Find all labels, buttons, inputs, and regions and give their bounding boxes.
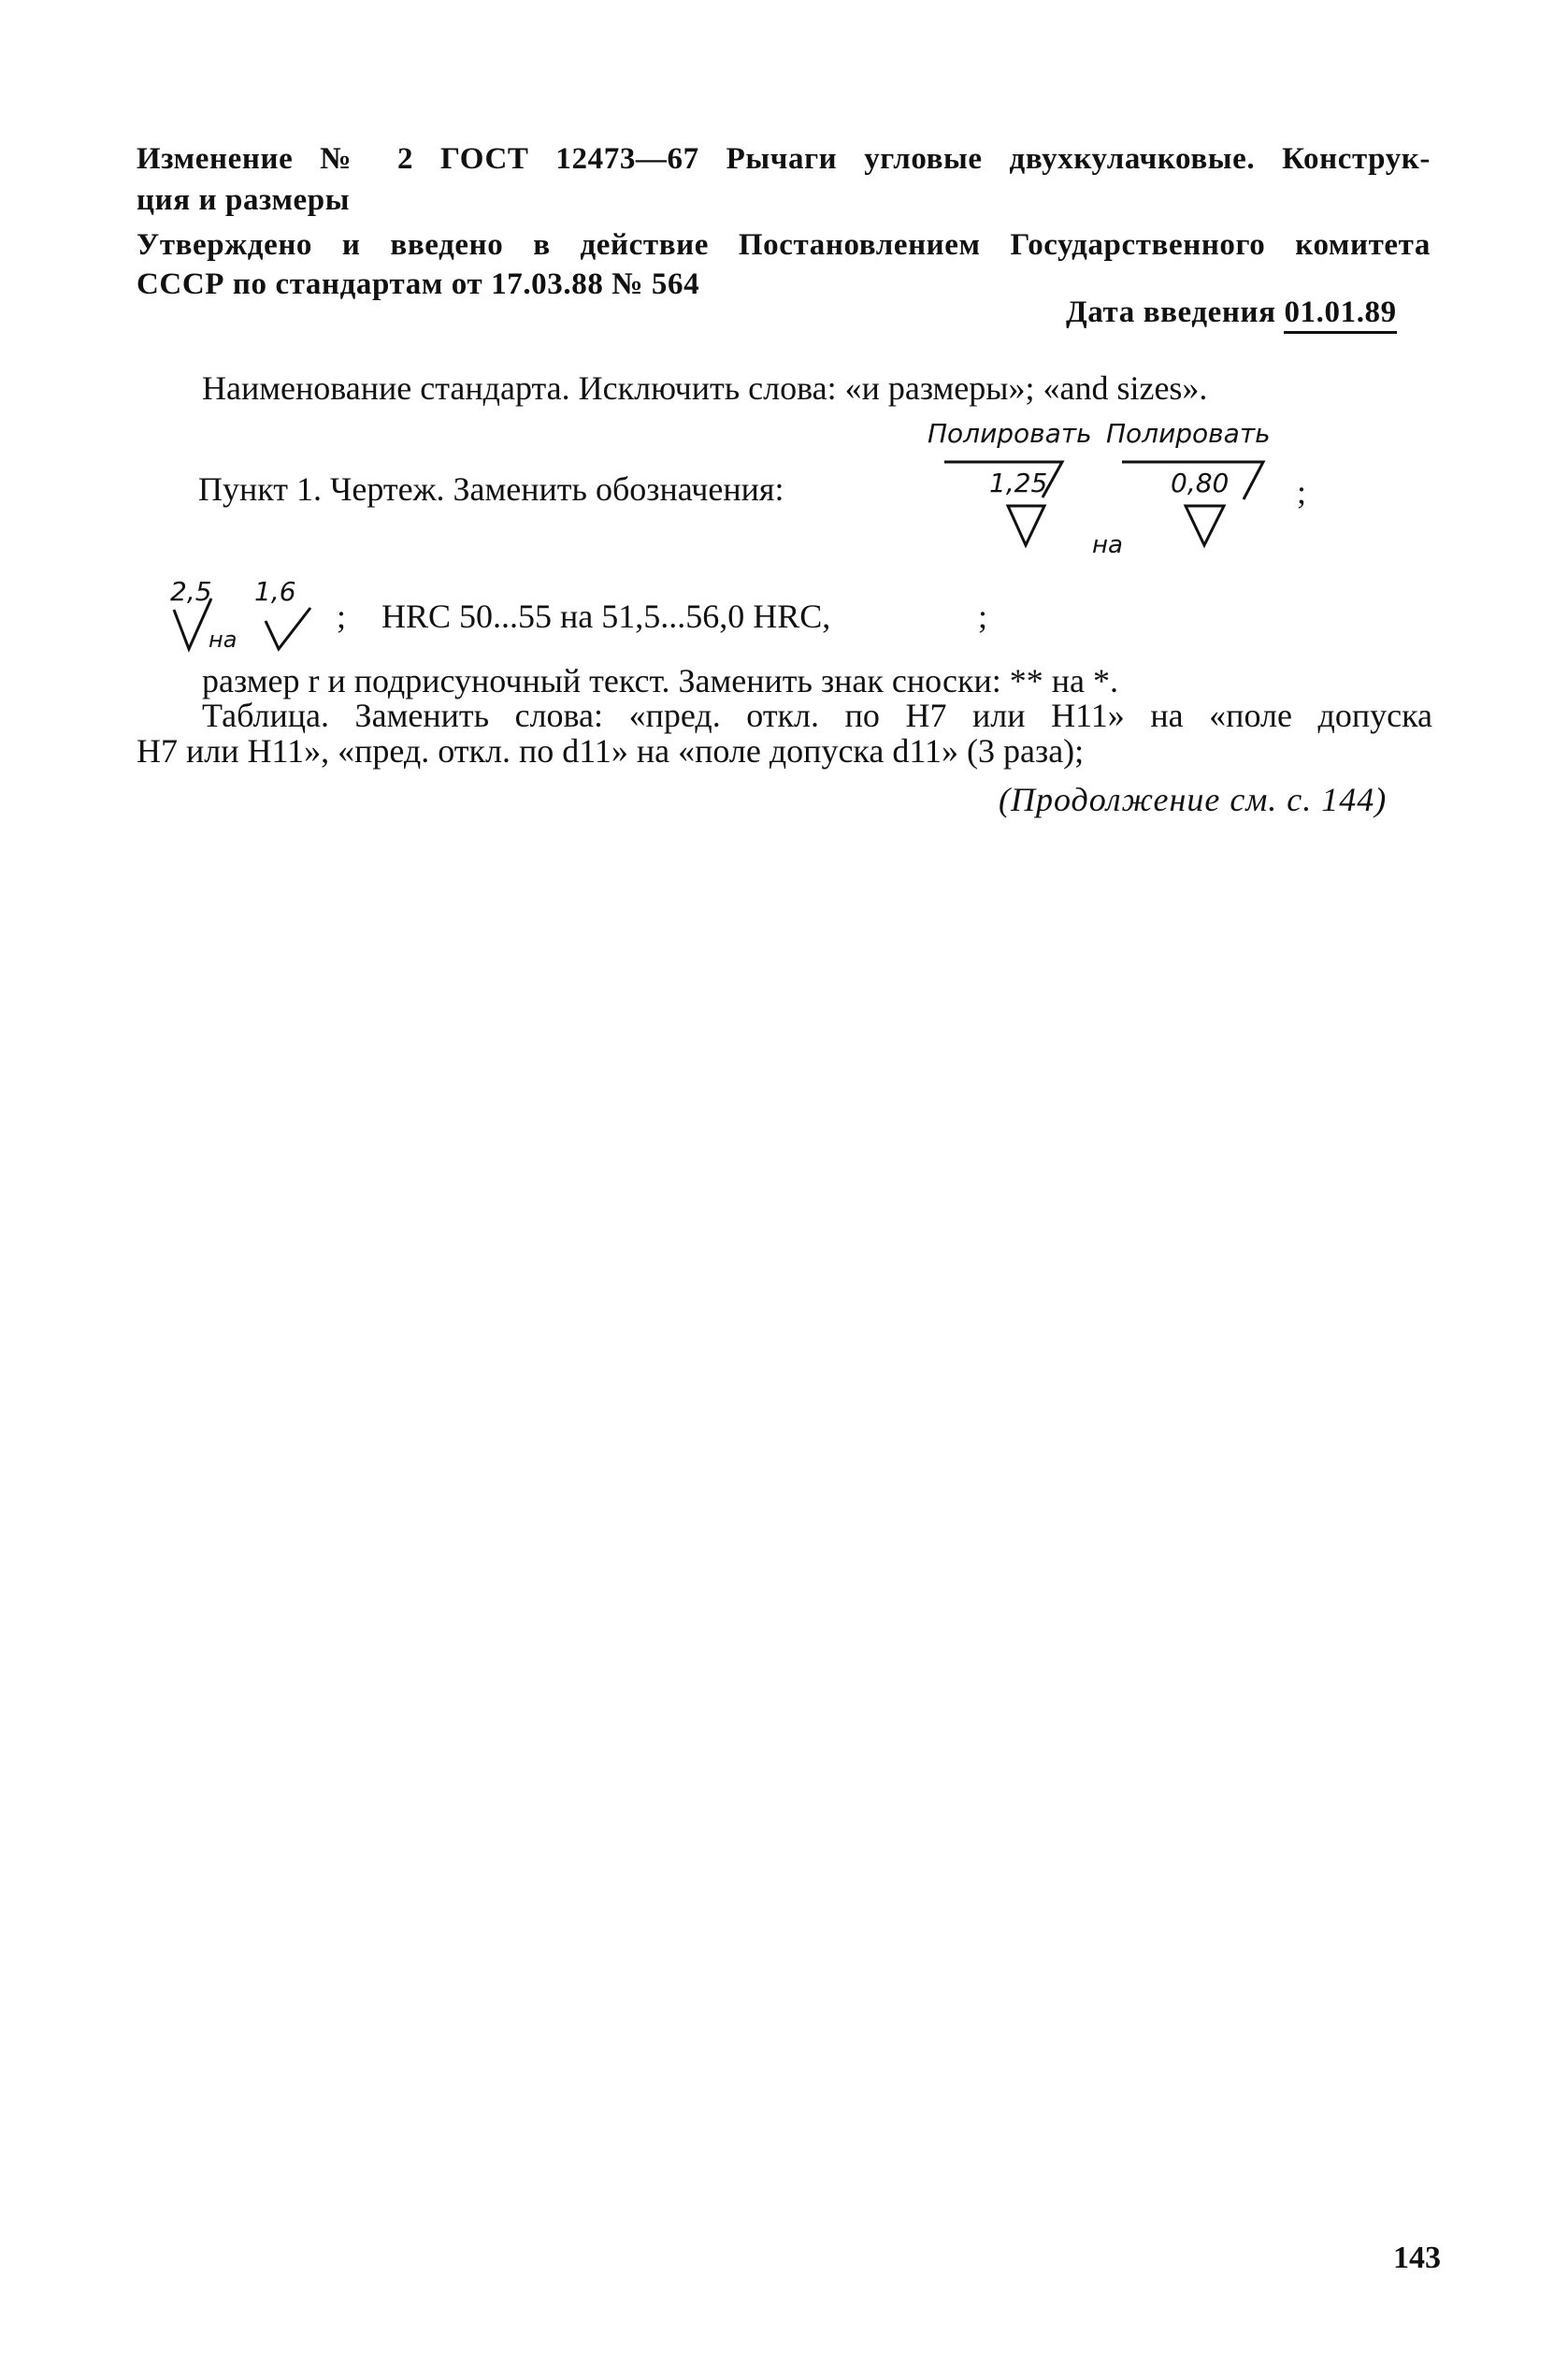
paragraph-point-1: Пункт 1. Чертеж. Заменить обозначения: bbox=[198, 470, 784, 508]
paragraph-standard-name: Наименование стандарта. Исключить слова: «и размеры»; «and sizes». bbox=[202, 369, 1208, 407]
page-number: 143 bbox=[1393, 2241, 1441, 2275]
approval-line2: СССР по стандартам от 17.03.88 № 564 bbox=[137, 267, 700, 301]
symbol2-value: 0,80 bbox=[1171, 468, 1230, 498]
semicolon-3: ; bbox=[978, 598, 988, 635]
amendment-title-line1: Изменение № 2 ГОСТ 12473—67 Рычаги угловые двухкулачковые. Конструк- bbox=[137, 142, 1431, 176]
roughness-new-value: 1,6 bbox=[254, 576, 296, 607]
semicolon-1: ; bbox=[1297, 473, 1307, 511]
symbol2-label: Полировать bbox=[1106, 418, 1271, 449]
continuation-note: (Продолжение см. с. 144) bbox=[999, 781, 1388, 818]
semicolon-2: ; bbox=[337, 598, 347, 635]
amendment-title-line2: ция и размеры bbox=[137, 183, 351, 217]
paragraph-size-r: размер r и подрисуночный текст. Заменить знак сноски: ** на *. bbox=[202, 662, 1119, 699]
effective-date-label: Дата введения bbox=[1066, 296, 1276, 329]
approval-line1: Утверждено и введено в действие Постановлением Государственного комитета bbox=[137, 228, 1431, 262]
na-word-1: на bbox=[1092, 531, 1123, 559]
symbol1-label: Полировать bbox=[928, 418, 1092, 449]
symbol1-value: 1,25 bbox=[989, 468, 1048, 498]
na-word-2: на bbox=[209, 627, 237, 653]
hrc-replacement: HRC 50...55 на 51,5...56,0 HRC, bbox=[381, 598, 831, 635]
roughness-old-value: 2,5 bbox=[170, 576, 212, 607]
paragraph-table-line2: H7 или H11», «пред. откл. по d11» на «поле допуска d11» (3 раза); bbox=[137, 732, 1085, 770]
paragraph-table-line1: Таблица. Заменить слова: «пред. откл. по H7 или H11» на «поле допуска bbox=[202, 697, 1432, 734]
effective-date-value: 01.01.89 bbox=[1284, 296, 1396, 334]
